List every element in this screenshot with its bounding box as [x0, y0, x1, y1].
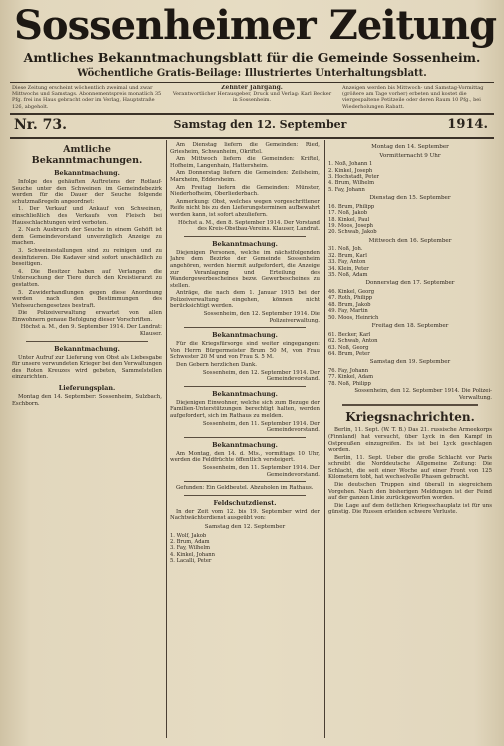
schedule-row: 34. Klein, Peter	[328, 265, 369, 272]
schedule-row: 76. Fay, Johann	[328, 367, 369, 374]
paragraph: Diejenigen Personen, welche im nächstfolgenden Jahre dem Bezirke der Gemeinde Sossenheim angehören, werden hiermit aufgefordert, die Anzeige zur Veranlagung und Erteilung des Wandergewerbescheines bezw. Gewerbescheines zu stellen.	[170, 249, 320, 289]
schedule-heading: Donnerstag den 17. September	[365, 280, 455, 287]
paragraph: Infolge des gehäuften Auftretens der Rotlauf-Seuche unter den Schweinen im Gemeindebezirk werden für die Dauer der Seuche folgende schutzmaßregeln angeordnet:	[12, 179, 162, 205]
signature: Höchst a. M., den 9. September 1914. Der Landrat: Klauser.	[20, 324, 162, 338]
schedule-row: 5. Lacalli, Peter	[170, 558, 212, 565]
masthead-supplement: Wöchentliche Gratis-Beilage: Illustriertes Unterhaltungsblatt.	[77, 68, 427, 79]
schedule-row: 63. Noß, Georg	[328, 344, 369, 351]
article-heading: Bekanntmachung.	[212, 331, 278, 340]
divider	[184, 481, 306, 482]
schedule-heading: Dienstag den 15. September	[369, 195, 451, 202]
schedule-subheading: Vormitternacht 9 Uhr	[379, 152, 441, 159]
paragraph: 3. Schweinestallungen sind zu reinigen und zu desinfizieren. Die Kadaver sind sofort unschädlich zu beseitigen.	[12, 247, 162, 268]
divider	[184, 495, 306, 496]
column-1	[12, 142, 162, 738]
schedule-row: 3. Fay, Wilhelm	[170, 545, 211, 552]
issue-date: Samstag den 12. September	[173, 118, 347, 131]
paragraph: Am Dienstag liefern die Gemeinden: Ried, Griesheim, Schwanheim, Okriftel.	[170, 142, 320, 155]
paragraph: 1. Der Verkauf und Ankauf von Schweinen, einschließlich des Verkaufs von Fleisch bei Hausschlachtungen wird verboten.	[12, 206, 162, 226]
found-notice: Gefunden: Ein Geldbeutel. Abzuholen im Rathaus.	[176, 485, 314, 492]
schedule-row: 4. Kinkel, Johann	[170, 551, 215, 558]
signature: Sossenheim, den 11. September 1914. Der Gemeindevorstand.	[202, 464, 320, 478]
section-title-war-news: Kriegsnachrichten.	[345, 410, 475, 425]
schedule-row: 2. Brum, Adam	[170, 538, 210, 545]
column-rule	[166, 140, 167, 738]
divider	[184, 437, 306, 438]
schedule-row: 2. Kinkel, Joseph	[328, 167, 373, 174]
article-heading: Bekanntmachung.	[54, 344, 120, 353]
schedule-row: 48. Brum, Jakob	[328, 301, 371, 308]
schedule-row: 62. Schwab, Anton	[328, 338, 378, 345]
schedule-row: 77. Kinkel, Adam	[328, 374, 374, 381]
publisher-info	[172, 85, 332, 113]
divider	[184, 327, 306, 328]
paragraph: Berlin, 11. Sept. (W. T. B.) Das 21. russische Armeekorps (Finnland) hat versucht, über Lyck in den Kampf in Ostpreußen einzugreifen. Es ist bei Lyck geschlagen worden.	[328, 427, 492, 454]
section-title-official: Amtliche Bekanntmachungen.	[31, 144, 143, 166]
schedule-row: 5. Fay, Johann	[328, 186, 365, 193]
publisher-text: Verantwortlicher Herausgeber, Druck und Verlag: Karl Becker in Sossenheim.	[172, 91, 332, 104]
signature: Höchst a. M., den 8. September 1914. Der Vorstand des Kreis-Obstbau-Vereins. Klauser, Landrat.	[177, 219, 320, 233]
divider	[342, 404, 478, 406]
schedule-row: 78. Noß, Philipp	[328, 380, 371, 387]
schedule-heading: Mittwoch den 16. September	[368, 237, 452, 244]
paragraph: Diejenigen Einwohner, welche sich zum Bezuge der Familien-Unterstützungen berechtigt halten, werden aufgefordert, sich im Rathaus zu melden.	[170, 399, 320, 419]
signature: Sossenheim, den 11. September 1914. Der Gemeindevorstand.	[202, 420, 320, 434]
volume-label: Zehnter Jahrgang.	[221, 85, 283, 91]
schedule-row: 61. Becker, Karl	[328, 331, 371, 338]
paragraph: Die Polizeiverwaltung erwartet von allen Einwohnern genaue Befolgung dieser Vorschriften.	[12, 310, 162, 323]
schedule-row: 32. Brum, Karl	[328, 252, 367, 259]
schedule-row: 17. Noß, Jakob	[328, 210, 368, 217]
dateline	[10, 115, 494, 135]
schedule-row: 19. Moos, Joseph	[328, 223, 374, 230]
column-rule	[324, 140, 325, 738]
article-heading: Feldschutzdienst.	[213, 498, 277, 507]
paragraph: Montag den 14. September: Sossenheim, Sulzbach, Eschborn.	[12, 394, 162, 407]
schedule-heading: Montag den 14. September	[371, 144, 449, 150]
article-heading: Bekanntmachung.	[212, 440, 278, 449]
schedule-row: 3. Hochstadt, Peter	[328, 174, 379, 180]
paragraph: Am Montag, den 14. d. Mts., vormittags 10 Uhr, werden die Feldfrüchte öffentlich versteigert.	[170, 450, 320, 464]
paragraph: 4. Die Besitzer haben auf Verlangen die Untersuchung der Tiere durch den Kreistierarzt zu gestatten.	[12, 268, 162, 288]
schedule-heading: Samstag den 19. September	[369, 359, 451, 366]
schedule-row: 47. Roth, Philipp	[328, 295, 373, 302]
paragraph: 5. Zuwiderhandlungen gegen diese Anordnung werden nach den Bestimmungen des Viehseuchengesetzes bestraft.	[12, 289, 162, 309]
issue-number: Nr. 73.	[14, 117, 67, 133]
column-3	[328, 142, 492, 738]
schedule-row: 4. Brum, Wilhelm	[328, 180, 374, 187]
schedule-row: 35. Noß, Adam	[328, 272, 368, 279]
advert-info: Anzeigen werden bis Mittwoch- und Samstag-Vormittag (größere am Tage vorher) erbeten und kostet die viergespaltene Petitzeile oder deren Raum 10 Pfg., bei Wiederholungen Rabatt.	[342, 85, 484, 110]
paragraph: Den Gebern herzlichen Dank.	[176, 362, 257, 369]
paragraph: In der Zeit vom 12. bis 19. September wird der Nachtwächterdienst ausgeübt von:	[170, 508, 320, 522]
paragraph: Am Freitag liefern die Gemeinden: Münster, Niederhofheim, Oberliederbach.	[170, 184, 320, 198]
schedule-row: 20. Schwab, Jakob	[328, 229, 377, 236]
paragraph: Die deutschen Truppen sind überall in siegreichem Vorgehen. Nach den bisherigen Meldungen ist der Feind auf der ganzen Linie zurückgeworfen worden.	[328, 482, 492, 502]
schedule-row: 18. Kinkel, Paul	[328, 216, 370, 223]
schedule-row: 1. Noß, Johann 1	[328, 161, 373, 168]
paragraph: 2. Nach Ausbruch der Seuche in einem Gehöft ist dem Gemeindevorstand unverzüglich Anzeige zu machen.	[12, 227, 162, 247]
paragraph: Berlin, 11. Sept. Ueber die große Schlacht vor Paris schreibt die Norddeutsche Allgemeine Zeitung: Die Schlacht, die seit einer Woche auf einer Front von 125 Kilometern tobt, hat wechselvolle Phasen gebracht.	[328, 454, 492, 481]
paragraph: Am Mittwoch liefern die Gemeinden: Kriftel, Hofheim, Langenhain, Hattersheim.	[170, 156, 320, 169]
masthead-title: Sossenheimer Zeitung	[14, 2, 497, 49]
paragraph: Für die Kriegsfürsorge sind weiter eingegangen: Von Herrn Bürgermeister Brum 50 M, von Frau Schwester 20 M und von Frau S. 5 M.	[170, 341, 320, 361]
schedule-row: 64. Brum, Peter	[328, 350, 370, 357]
schedule-row: 16. Brum, Philipp	[328, 203, 375, 210]
schedule-heading: Freitag den 18. September	[371, 323, 449, 330]
paragraph: Anträge, die nach dem 1. Januar 1915 bei der Polizeiverwaltung eingehen, können nicht berücksichtigt werden.	[170, 290, 320, 310]
divider	[26, 341, 148, 342]
schedule-row: 50. Moos, Heinrich	[328, 314, 379, 321]
schedule-heading: Samstag den 12. September	[204, 523, 286, 530]
schedule-row: 33. Fay, Anton	[328, 259, 366, 266]
schedule-row: 31. Noß, Joh.	[328, 246, 363, 253]
paragraph: Anmerkung: Obst, welches wegen vorgeschrittener Reife nicht bis zu den Lieferungsterminen aufbewahrt werden kann, ist sofort abzuliefern.	[170, 198, 320, 218]
issue-year: 1914.	[447, 117, 488, 132]
article-heading: Bekanntmachung.	[54, 169, 120, 177]
article-heading: Lieferungsplan.	[58, 384, 116, 393]
header-rule-bottom	[10, 137, 494, 139]
signature: Sossenheim, den 12. September 1914. Der Gemeindevorstand.	[202, 369, 320, 383]
schedule-row: 46. Kinkel, Georg	[328, 289, 375, 296]
paragraph: Unter Aufruf zur Lieferung von Obst als Liebesgabe für unsere verwundeten Krieger bei den Verwaltungen des Roten Kreuzes wird gebeten, Sammelstellen einzurichten.	[12, 354, 162, 381]
column-2	[170, 142, 320, 738]
header-rule-top	[10, 82, 494, 83]
schedule-row: 1. Wolf, Jakob	[170, 532, 207, 539]
subscription-info: Diese Zeitung erscheint wöchentlich zweimal und zwar Mittwochs und Samstags. Abonnementspreis monatlich 35 Pfg. frei ins Haus gebracht oder im Verlag, Hauptstraße 126, abgeholt.	[12, 85, 162, 110]
paragraph: Die Lage auf dem östlichen Kriegsschauplatz ist für uns günstig. Die Russen erleiden schwere Verluste.	[328, 502, 492, 516]
masthead-subtitle: Amtliches Bekanntmachungsblatt für die Gemeinde Sossenheim.	[23, 50, 481, 65]
divider	[184, 386, 306, 387]
signature: Sossenheim, den 12. September 1914. Die Polizei-Verwaltung.	[354, 388, 492, 401]
article-heading: Bekanntmachung.	[212, 239, 278, 248]
schedule-row: 49. Fay, Martin	[328, 308, 368, 315]
divider	[184, 236, 306, 237]
article-heading: Bekanntmachung.	[212, 389, 278, 398]
paragraph: Am Donnerstag liefern die Gemeinden: Zeilsheim, Marxheim, Eddersheim.	[170, 170, 320, 183]
signature: Sossenheim, den 12. September 1914. Die Polizeiverwaltung.	[203, 311, 320, 324]
